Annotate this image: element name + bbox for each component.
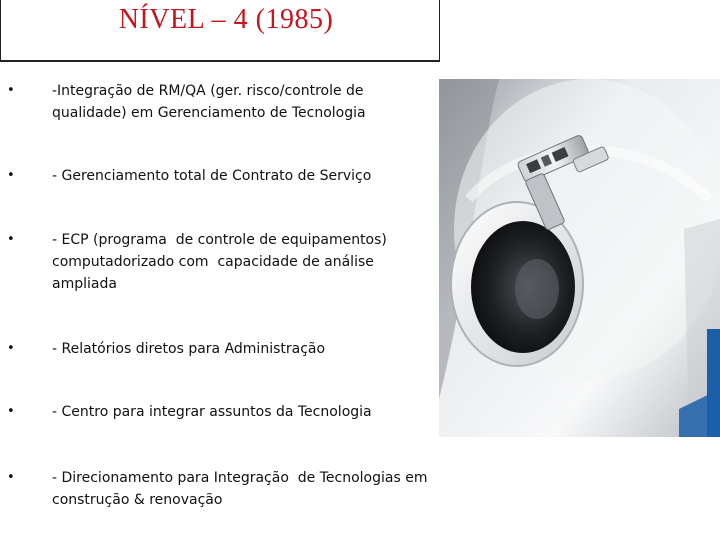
bullet-dot: • — [7, 83, 15, 98]
title-box — [0, 0, 440, 62]
equipment-photo-svg — [439, 79, 720, 437]
bullet-text: - Centro para integrar assuntos da Tecnologia — [52, 404, 372, 420]
equipment-photo — [439, 79, 720, 437]
bullet-text: -Integração de RM/QA (ger. risco/controle de qualidade) em Gerenciamento de Tecnologia — [52, 83, 368, 121]
bullet-text: - Gerenciamento total de Contrato de Serviço — [52, 168, 372, 184]
bullet-text: - Relatórios diretos para Administração — [52, 341, 326, 357]
bullet-dot: • — [7, 168, 15, 183]
bullet-dot: • — [7, 470, 15, 485]
bullet-text: - ECP (programa de controle de equipamentos) computadorizado com capacidade de análise ampliada — [52, 232, 392, 292]
bullet-dot: • — [7, 404, 15, 419]
bullet-dot: • — [7, 232, 15, 247]
bullet-dot: • — [7, 341, 15, 356]
slide-title: NÍVEL – 4 (1985) — [118, 4, 334, 35]
bullet-text: - Direcionamento para Integração de Tecnologias em construção & renovação — [52, 470, 437, 508]
